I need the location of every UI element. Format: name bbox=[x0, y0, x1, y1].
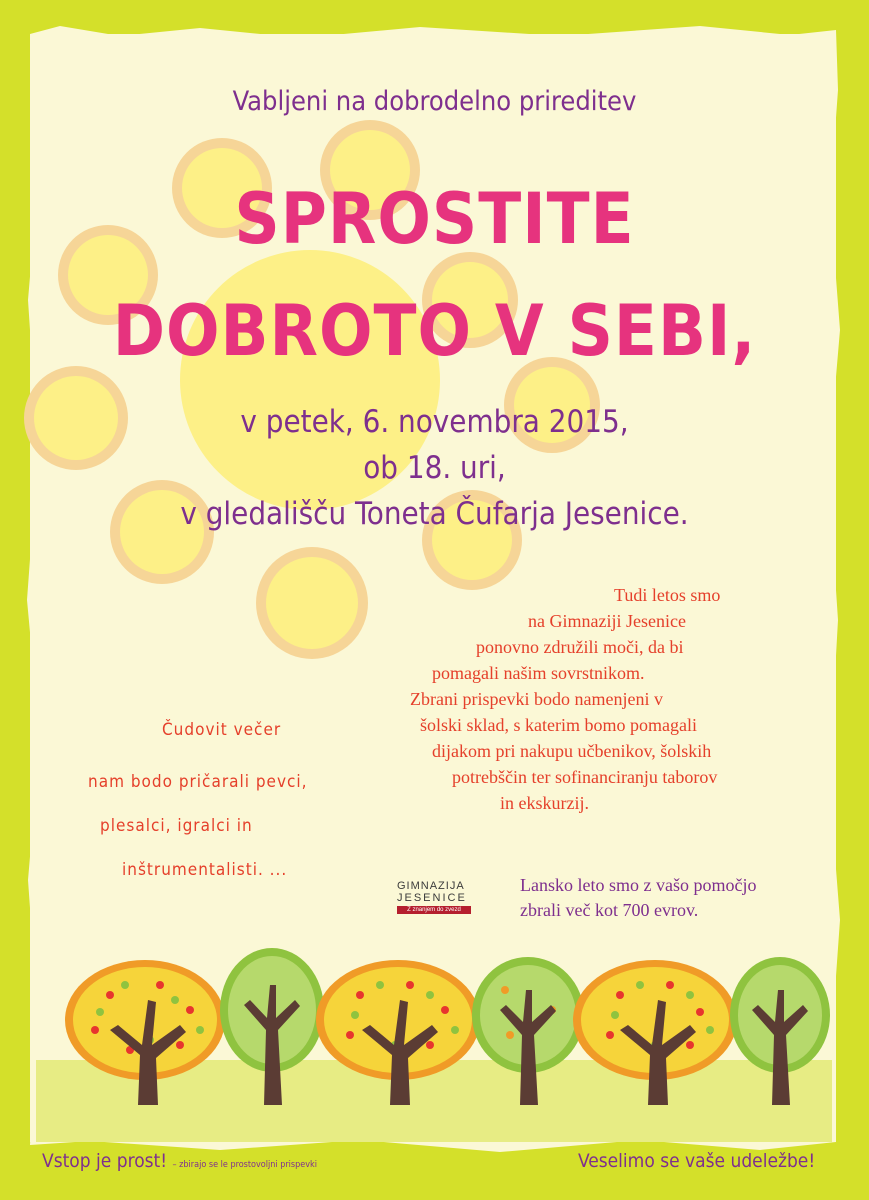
event-time: ob 18. uri, bbox=[363, 450, 506, 486]
info-line: dijakom pri nakupu učbenikov, šolskih bbox=[432, 741, 712, 761]
info-line: potrebščin ter sofinanciranju taborov bbox=[452, 767, 718, 787]
welcome-footer: Veselimo se vaše udeležbe! bbox=[578, 1150, 816, 1172]
gimnazija-jesenice-logo bbox=[397, 880, 473, 916]
free-entry-text: Vstop je prost! bbox=[42, 1150, 168, 1172]
voluntary-contributions-note: – zbirajo se le prostovoljni prispevki bbox=[172, 1160, 317, 1170]
headline-line-1: SPROSTITE bbox=[234, 178, 635, 260]
performers-line: plesalci, igralci in bbox=[100, 816, 253, 836]
event-intro-text: Vabljeni na dobrodelno prireditev bbox=[232, 86, 637, 117]
last-year-line: zbrali več kot 700 evrov. bbox=[520, 900, 699, 920]
logo-line-1: GIMNAZIJA bbox=[397, 880, 465, 892]
info-line: Zbrani prispevki bodo namenjeni v bbox=[410, 689, 663, 709]
logo-line-2: JESENICE bbox=[397, 892, 467, 904]
info-line: in ekskurzij. bbox=[500, 793, 589, 813]
last-year-line: Lansko leto smo z vašo pomočjo bbox=[520, 875, 757, 895]
event-venue: v gledališču Toneta Čufarja Jesenice. bbox=[180, 496, 689, 532]
free-entry-footer bbox=[42, 1150, 317, 1172]
info-line: Tudi letos smo bbox=[614, 585, 721, 605]
performers-line: inštrumentalisti. ... bbox=[122, 860, 288, 880]
info-line: ponovno združili moči, da bi bbox=[476, 637, 684, 657]
last-year-text bbox=[520, 873, 756, 923]
info-line: na Gimnaziji Jesenice bbox=[528, 611, 686, 631]
event-date: v petek, 6. novembra 2015, bbox=[240, 404, 629, 440]
headline-line-2: DOBROTO V SEBI, bbox=[112, 290, 757, 372]
performers-line: nam bodo pričarali pevci, bbox=[88, 772, 308, 792]
performers-line: Čudovit večer bbox=[162, 720, 282, 740]
info-line: pomagali našim sovrstnikom. bbox=[432, 663, 645, 683]
logo-tagline: Z znanjem do zvezd bbox=[397, 906, 471, 914]
info-line: šolski sklad, s katerim bomo pomagali bbox=[420, 715, 697, 735]
